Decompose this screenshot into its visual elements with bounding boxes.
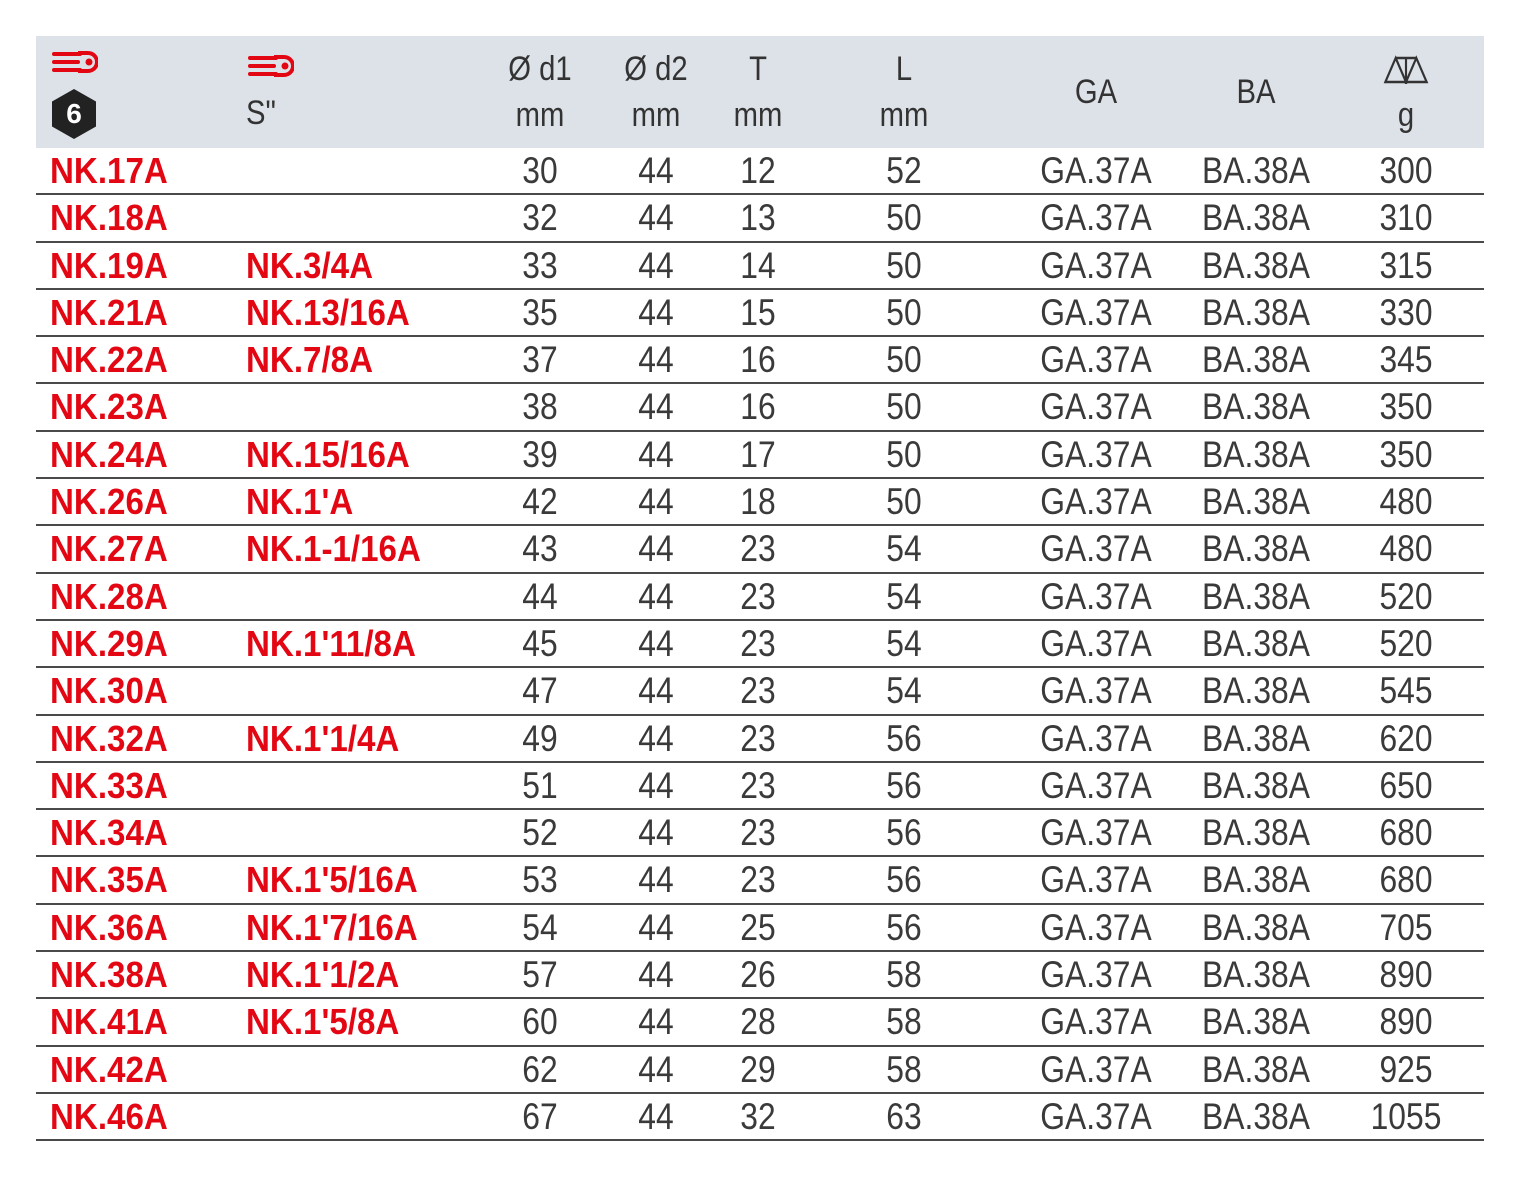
d1-value: 30 [522, 150, 558, 191]
ga-value: GA.37A [1040, 812, 1152, 854]
table-body [36, 148, 1484, 1141]
l-value: 52 [886, 150, 922, 191]
d1-value: 53 [522, 859, 558, 901]
d2-value: 44 [638, 244, 674, 286]
l-value: 56 [886, 906, 922, 948]
l-value: 58 [886, 954, 922, 996]
part-number: NK.22A [50, 339, 168, 381]
ga-value: GA.37A [1040, 150, 1152, 191]
part-number: NK.29A [50, 622, 168, 664]
table-row [36, 574, 1484, 621]
socket-icon-inch [248, 54, 294, 85]
part-number: NK.24A [50, 433, 168, 475]
d2-value: 44 [638, 954, 674, 996]
weight-value: 310 [1379, 197, 1433, 239]
ba-value: BA.38A [1202, 859, 1310, 901]
part-number: NK.30A [50, 670, 168, 712]
d1-value: 45 [522, 622, 558, 664]
inch-part-number: NK.1'5/8A [246, 1001, 400, 1043]
l-value: 50 [886, 386, 922, 428]
t-value: 15 [740, 291, 776, 333]
weight-value: 480 [1379, 528, 1433, 570]
ba-value: BA.38A [1202, 622, 1310, 664]
d1-value: 57 [522, 954, 558, 996]
weight-value: 705 [1379, 906, 1433, 948]
d1-value: 47 [522, 670, 558, 712]
l-value: 54 [886, 622, 922, 664]
weight-value: 650 [1379, 764, 1433, 806]
t-value: 18 [740, 481, 776, 523]
ba-value: BA.38A [1202, 670, 1310, 712]
t-value: 14 [740, 244, 776, 286]
t-value: 26 [740, 954, 776, 996]
l-value: 50 [886, 481, 922, 523]
ga-value: GA.37A [1040, 386, 1152, 428]
ga-value: GA.37A [1040, 339, 1152, 381]
inch-part-number [246, 1094, 476, 1140]
d1-value: 38 [522, 386, 558, 428]
t-value: 23 [740, 528, 776, 570]
table-row [36, 763, 1484, 810]
table-row [36, 479, 1484, 526]
weight-value: 330 [1379, 291, 1433, 333]
d2-value: 44 [638, 575, 674, 617]
t-value: 28 [740, 1001, 776, 1043]
part-number: NK.38A [50, 954, 168, 996]
table-header [36, 36, 1484, 148]
t-value: 25 [740, 906, 776, 948]
ga-value: GA.37A [1040, 859, 1152, 901]
d1-value: 43 [522, 528, 558, 570]
ba-value: BA.38A [1202, 906, 1310, 948]
l-value: 56 [886, 764, 922, 806]
header-l: L mm [879, 50, 929, 134]
table-row [36, 1047, 1484, 1094]
d1-value: 49 [522, 717, 558, 759]
t-value: 23 [740, 670, 776, 712]
table-row [36, 337, 1484, 384]
d2-value: 44 [638, 197, 674, 239]
inch-part-number: NK.7/8A [246, 339, 374, 381]
ga-value: GA.37A [1040, 433, 1152, 475]
d1-value: 39 [522, 433, 558, 475]
part-number: NK.34A [50, 812, 168, 854]
inch-part-number: NK.1'7/16A [246, 906, 418, 948]
table-row [36, 195, 1484, 242]
table-row [36, 1094, 1484, 1141]
part-number: NK.17A [50, 150, 168, 191]
header-d2: Ø d2 mm [624, 50, 688, 134]
ga-value: GA.37A [1040, 717, 1152, 759]
ga-value: GA.37A [1040, 481, 1152, 523]
ba-value: BA.38A [1202, 717, 1310, 759]
weight-value: 520 [1379, 622, 1433, 664]
t-value: 23 [740, 812, 776, 854]
ba-value: BA.38A [1202, 1001, 1310, 1043]
part-number: NK.27A [50, 528, 168, 570]
inch-part-number: NK.13/16A [246, 291, 410, 333]
table-row [36, 716, 1484, 763]
inch-part-number: NK.1'5/16A [246, 859, 418, 901]
t-value: 23 [740, 717, 776, 759]
weight-value: 680 [1379, 812, 1433, 854]
l-value: 56 [886, 812, 922, 854]
d2-value: 44 [638, 1048, 674, 1090]
part-number: NK.28A [50, 575, 168, 617]
d2-value: 44 [638, 150, 674, 191]
hex-6-icon [50, 88, 98, 140]
d2-value: 44 [638, 906, 674, 948]
hex-number: 6 [66, 98, 82, 129]
weight-value: 1055 [1370, 1095, 1442, 1137]
d2-value: 44 [638, 339, 674, 381]
ga-value: GA.37A [1040, 291, 1152, 333]
t-value: 17 [740, 433, 776, 475]
weight-value: 350 [1379, 433, 1433, 475]
ga-value: GA.37A [1040, 575, 1152, 617]
l-value: 50 [886, 197, 922, 239]
table-row [36, 432, 1484, 479]
header-ga: GA [1074, 73, 1118, 111]
weight-value: 480 [1379, 481, 1433, 523]
ga-value: GA.37A [1040, 1048, 1152, 1090]
table-row [36, 621, 1484, 668]
d1-value: 33 [522, 244, 558, 286]
l-value: 58 [886, 1048, 922, 1090]
ba-value: BA.38A [1202, 291, 1310, 333]
table-row [36, 952, 1484, 999]
header-d1: Ø d1 mm [508, 50, 572, 134]
weight-value: 520 [1379, 575, 1433, 617]
d2-value: 44 [638, 670, 674, 712]
part-number: NK.26A [50, 481, 168, 523]
d2-value: 44 [638, 1095, 674, 1137]
table-row [36, 148, 1484, 195]
table-row [36, 810, 1484, 857]
d2-value: 44 [638, 1001, 674, 1043]
t-value: 16 [740, 386, 776, 428]
part-number: NK.35A [50, 859, 168, 901]
d1-value: 67 [522, 1095, 558, 1137]
table-row [36, 243, 1484, 290]
weight-value: 345 [1379, 339, 1433, 381]
inch-part-number [246, 148, 476, 194]
d2-value: 44 [638, 717, 674, 759]
d2-value: 44 [638, 291, 674, 333]
ba-value: BA.38A [1202, 528, 1310, 570]
part-number: NK.21A [50, 291, 168, 333]
ga-value: GA.37A [1040, 528, 1152, 570]
d1-value: 32 [522, 197, 558, 239]
part-number: NK.33A [50, 764, 168, 806]
inch-part-number: NK.1-1/16A [246, 528, 421, 570]
t-value: 29 [740, 1048, 776, 1090]
scale-icon [1384, 46, 1429, 92]
table-row [36, 290, 1484, 337]
l-value: 50 [886, 291, 922, 333]
socket-icon [52, 50, 98, 81]
inch-part-number [246, 574, 476, 620]
part-number: NK.41A [50, 1001, 168, 1043]
ga-value: GA.37A [1040, 670, 1152, 712]
ga-value: GA.37A [1040, 954, 1152, 996]
d1-value: 62 [522, 1048, 558, 1090]
inch-part-number: NK.1'11/8A [246, 622, 416, 664]
header-weight: g [1363, 36, 1449, 148]
d1-value: 54 [522, 906, 558, 948]
inch-size-label: S" [246, 94, 276, 132]
inch-part-number [246, 668, 476, 714]
table-row [36, 384, 1484, 431]
l-value: 54 [886, 670, 922, 712]
ba-value: BA.38A [1202, 812, 1310, 854]
ba-value: BA.38A [1202, 764, 1310, 806]
ba-value: BA.38A [1202, 197, 1310, 239]
l-value: 63 [886, 1095, 922, 1137]
l-value: 50 [886, 244, 922, 286]
weight-value: 890 [1379, 1001, 1433, 1043]
inch-part-number [246, 810, 476, 856]
d2-value: 44 [638, 433, 674, 475]
d2-value: 44 [638, 859, 674, 901]
ga-value: GA.37A [1040, 764, 1152, 806]
l-value: 56 [886, 717, 922, 759]
t-value: 23 [740, 575, 776, 617]
ga-value: GA.37A [1040, 197, 1152, 239]
d2-value: 44 [638, 481, 674, 523]
inch-part-number: NK.3/4A [246, 244, 374, 286]
d1-value: 60 [522, 1001, 558, 1043]
l-value: 56 [886, 859, 922, 901]
ba-value: BA.38A [1202, 244, 1310, 286]
t-value: 12 [740, 150, 776, 191]
ba-value: BA.38A [1202, 433, 1310, 475]
d2-value: 44 [638, 764, 674, 806]
t-value: 23 [740, 859, 776, 901]
part-number: NK.32A [50, 717, 168, 759]
inch-part-number: NK.1'A [246, 481, 354, 523]
weight-value: 545 [1379, 670, 1433, 712]
l-value: 54 [886, 575, 922, 617]
part-number: NK.46A [50, 1095, 168, 1137]
d2-value: 44 [638, 622, 674, 664]
part-number: NK.36A [50, 906, 168, 948]
d1-value: 52 [522, 812, 558, 854]
ga-value: GA.37A [1040, 622, 1152, 664]
t-value: 23 [740, 764, 776, 806]
t-value: 16 [740, 339, 776, 381]
d1-value: 44 [522, 575, 558, 617]
l-value: 50 [886, 339, 922, 381]
t-value: 13 [740, 197, 776, 239]
t-value: 32 [740, 1095, 776, 1137]
d2-value: 44 [638, 812, 674, 854]
weight-value: 300 [1379, 150, 1433, 191]
ga-value: GA.37A [1040, 1001, 1152, 1043]
ba-value: BA.38A [1202, 386, 1310, 428]
ba-value: BA.38A [1202, 1095, 1310, 1137]
weight-value: 925 [1379, 1048, 1433, 1090]
d1-value: 51 [522, 764, 558, 806]
part-number: NK.19A [50, 244, 168, 286]
header-t: T mm [733, 50, 783, 134]
l-value: 54 [886, 528, 922, 570]
inch-part-number [246, 1047, 476, 1093]
weight-value: 350 [1379, 386, 1433, 428]
weight-value: 890 [1379, 954, 1433, 996]
ba-value: BA.38A [1202, 1048, 1310, 1090]
header-ba: BA [1236, 73, 1276, 111]
weight-value: 315 [1379, 244, 1433, 286]
ba-value: BA.38A [1202, 150, 1310, 191]
ba-value: BA.38A [1202, 339, 1310, 381]
weight-value: 620 [1379, 717, 1433, 759]
table-row [36, 905, 1484, 952]
table-row [36, 999, 1484, 1046]
t-value: 23 [740, 622, 776, 664]
l-value: 50 [886, 433, 922, 475]
ba-value: BA.38A [1202, 575, 1310, 617]
d1-value: 37 [522, 339, 558, 381]
l-value: 58 [886, 1001, 922, 1043]
inch-part-number [246, 195, 476, 241]
ba-value: BA.38A [1202, 481, 1310, 523]
ga-value: GA.37A [1040, 1095, 1152, 1137]
inch-part-number: NK.15/16A [246, 433, 410, 475]
table-row [36, 857, 1484, 904]
inch-part-number: NK.1'1/2A [246, 954, 400, 996]
d1-value: 35 [522, 291, 558, 333]
inch-part-number [246, 384, 476, 430]
d1-value: 42 [522, 481, 558, 523]
table-row [36, 526, 1484, 573]
table-row [36, 668, 1484, 715]
ba-value: BA.38A [1202, 954, 1310, 996]
d2-value: 44 [638, 528, 674, 570]
part-number: NK.42A [50, 1048, 168, 1090]
weight-value: 680 [1379, 859, 1433, 901]
ga-value: GA.37A [1040, 244, 1152, 286]
inch-part-number [246, 763, 476, 809]
inch-part-number: NK.1'1/4A [246, 717, 400, 759]
spec-table [36, 36, 1484, 1141]
d2-value: 44 [638, 386, 674, 428]
part-number: NK.18A [50, 197, 168, 239]
part-number: NK.23A [50, 386, 168, 428]
ga-value: GA.37A [1040, 906, 1152, 948]
